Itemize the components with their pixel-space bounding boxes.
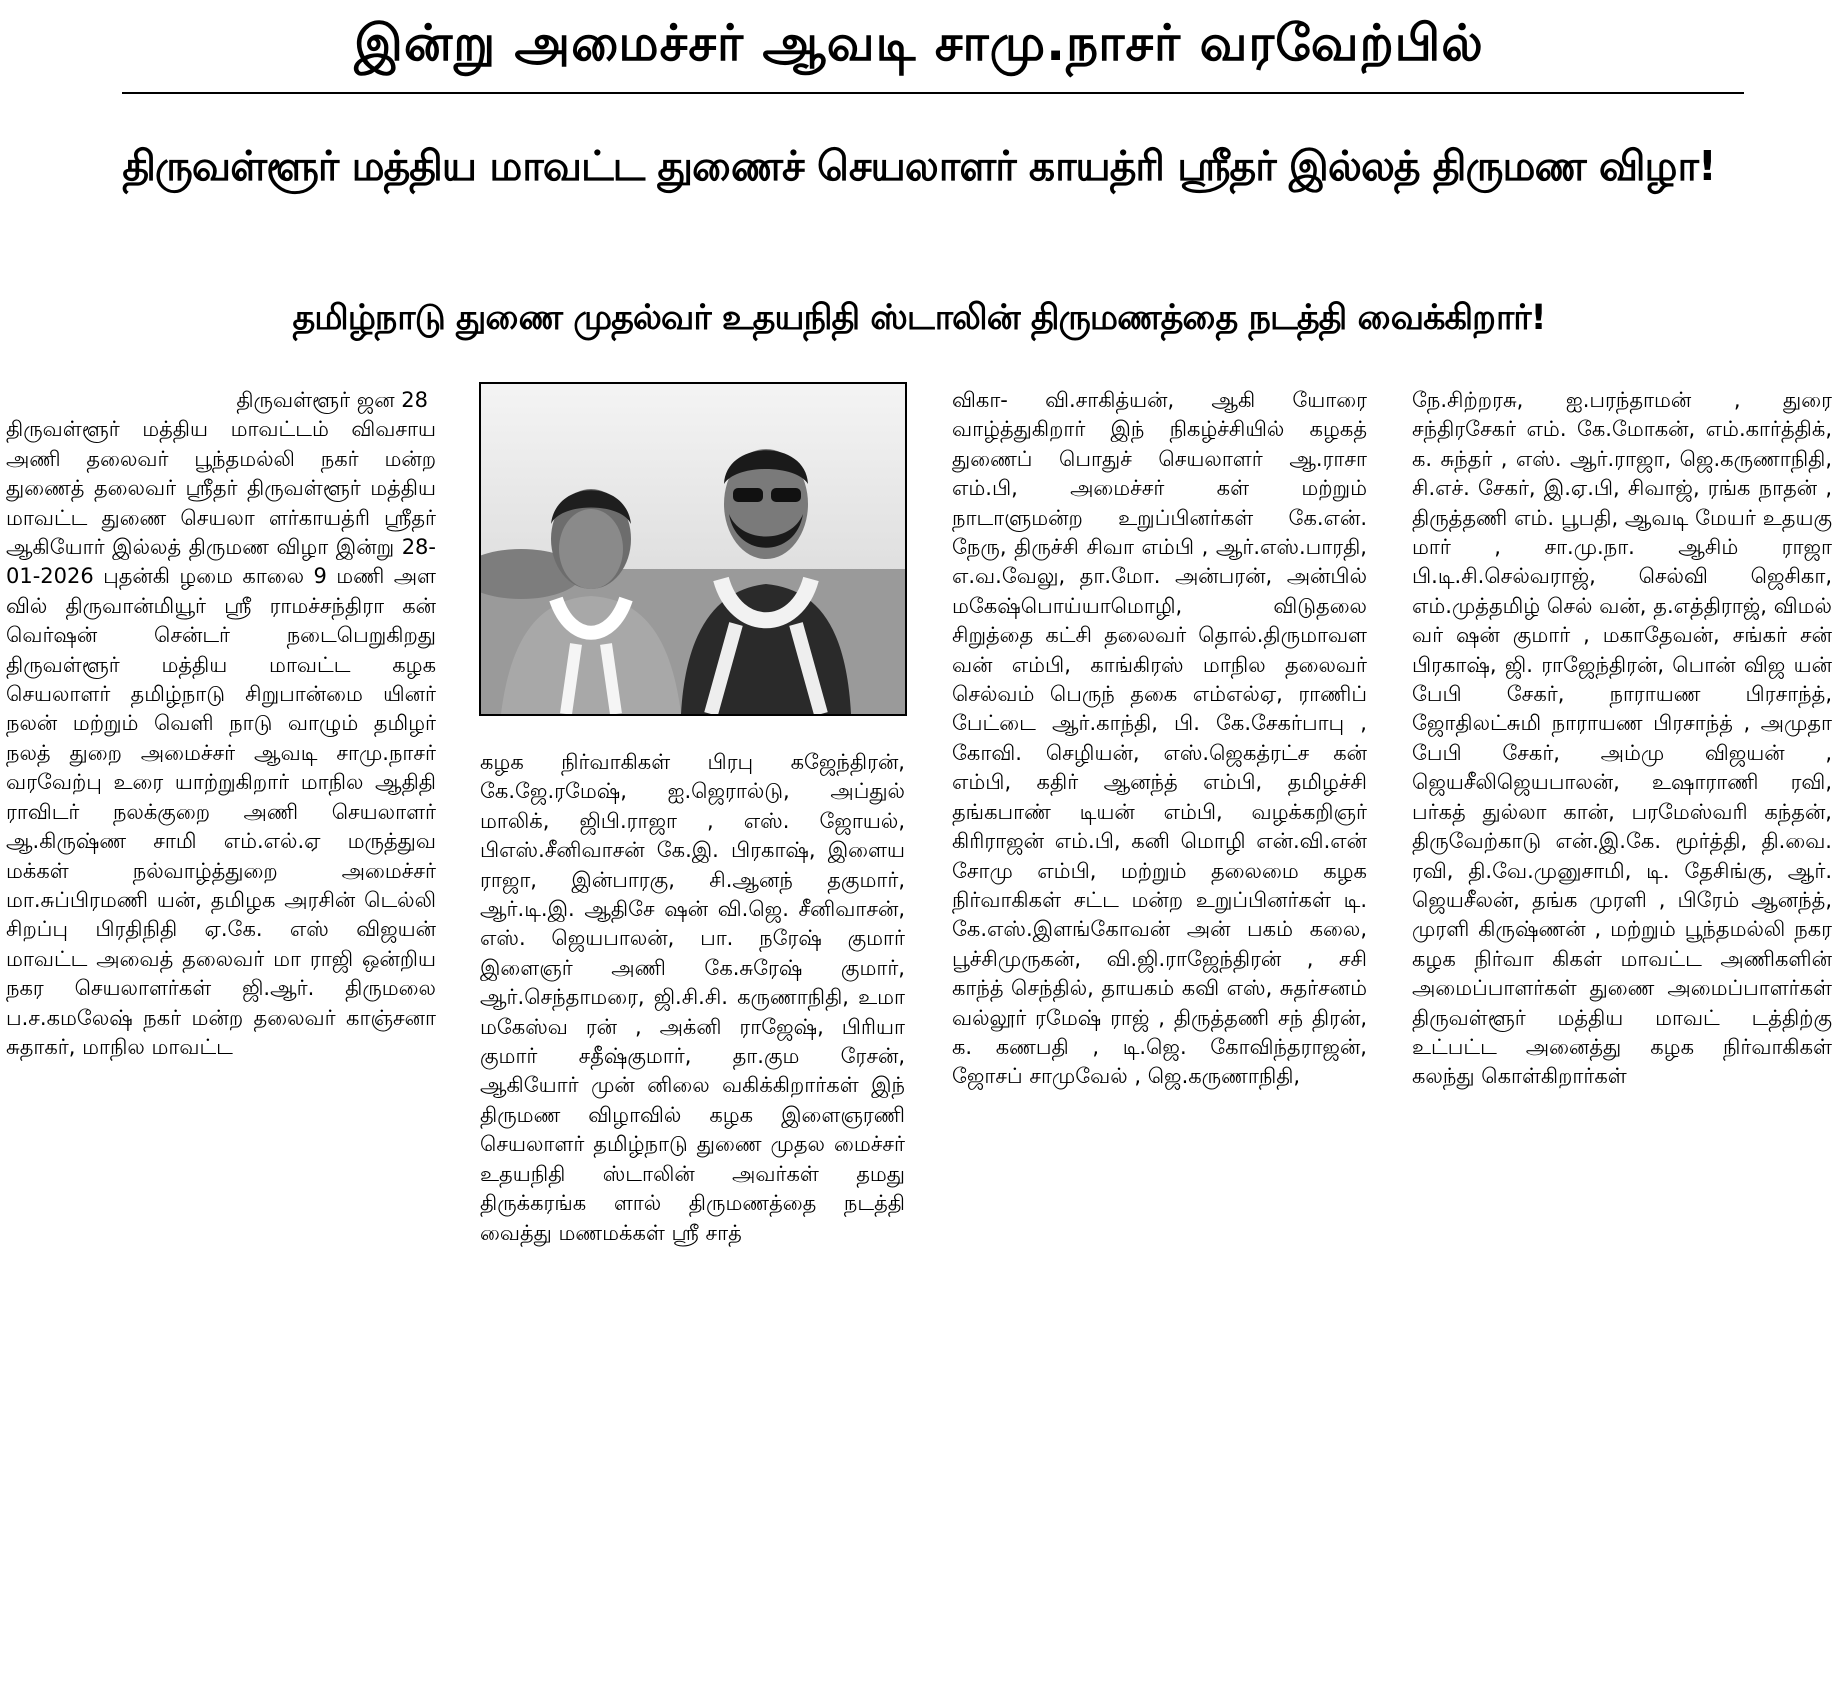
couple-photo	[479, 382, 907, 716]
photo-illustration	[481, 384, 905, 714]
headline-sub: தமிழ்நாடு துணை முதல்வர் உதயநிதி ஸ்டாலின் திருமணத்தை நடத்தி வைக்கிறார்!	[292, 298, 1546, 338]
article-column-2	[480, 748, 905, 1248]
column-3-text: விகா- வி.சாகித்யன், ஆகி யோரை வாழ்த்துகிறார் இந் நிகழ்ச்சியில் கழகத் துணைப் பொதுச் செயலாளர் ஆ.ராசா எம்.பி, அமைச்சர் கள் மற்றும் நாடாளுமன்ற உறுப்பினர்கள் கே.என். நேரு, திருச்சி சிவா எம்பி , ஆர்.எஸ்.பாரதி, எ.வ.வேலு, தா.மோ. அன்பரன், அன்பில் மகேஷ்பொய்யாமொழி, விடுதலை சிறுத்தை கட்சி தலைவர் தொல்.திருமாவள வன் எம்பி, காங்கிரஸ் மாநில தலைவர் செல்வம் பெருந் தகை எம்எல்ஏ, ராணிப் பேட்டை ஆர்.காந்தி, பி. கே.சேகர்பாபு , கோவி. செழியன், எஸ்.ஜெகத்ரட்ச கன் எம்பி, கதிர் ஆனந்த் எம்பி, தமிழச்சி தங்கபாண் டியன் எம்பி, வழக்கறிஞர் கிரிராஜன் எம்.பி, கனி மொழி என்.வி.என் சோமு எம்பி, மற்றும் தலைமை கழக நிர்வாகிகள் சட்ட மன்ற உறுப்பினர்கள் டி. கே.எஸ்.இளங்கோவன் அன் பகம் கலை, பூச்சிமுருகன், வி.ஜி.ராஜேந்திரன் , சசி காந்த் செந்தில், தாயகம் கவி எஸ், சுதர்சனம் வல்லூர் ரமேஷ் ராஜ் , திருத்தணி சந் திரன், க. கணபதி , டி.ஜெ. கோவிந்தராஜன், ஜோசப் சாமுவேல் , ஜெ.கருணாநிதி,	[952, 388, 1367, 1089]
headline-top: இன்று அமைச்சர் ஆவடி சாமு.நாசர் வரவேற்பில்	[354, 14, 1484, 72]
headline-divider	[122, 92, 1744, 94]
column-2-text: கழக நிர்வாகிகள் பிரபு கஜேந்திரன், கே.ஜே.ரமேஷ், ஐ.ஜெரால்டு, அப்துல் மாலிக், ஜிபி.ராஜா , எஸ். ஜோயல், பிஎஸ்.சீனிவாசன் கே.இ. பிரகாஷ், இளைய ராஜா, இன்பாரகு, சி.ஆனந் தகுமார், ஆர்.டி.இ. ஆதிசே ஷன் வி.ஜெ. சீனிவாசன், எஸ். ஜெயபாலன், பா. நரேஷ் குமார் இளைஞர் அணி கே.சுரேஷ் குமார், ஆர்.செந்தாமரை, ஜி.சி.சி. கருணாநிதி, உமா மகேஸ்வ ரன் , அக்னி ராஜேஷ், பிரியா குமார் சதீஷ்குமார், தா.கும ரேசன், ஆகியோர் முன் னிலை வகிக்கிறார்கள் இந் திருமண விழாவில் கழக இளைஞரணி செயலாளர் தமிழ்நாடு துணை முதல மைச்சர் உதயநிதி ஸ்டாலின் அவர்கள் தமது திருக்கரங்க ளால் திருமணத்தை நடத்தி வைத்து மணமக்கள் ஸ்ரீ சாத்	[480, 750, 905, 1245]
headline-main: திருவள்ளூர் மத்திய மாவட்ட துணைச் செயலாளர் காயத்ரி ஸ்ரீதர் இல்லத் திருமண விழா!	[122, 142, 1716, 190]
article-column-1	[6, 386, 436, 1062]
column-1-text: திருவள்ளூர் மத்திய மாவட்டம் விவசாய அணி தலைவர் பூந்தமல்லி நகர் மன்ற துணைத் தலைவர் ஸ்ரீதர் திருவள்ளூர் மத்திய மாவட்ட துணை செயலா ளர்காயத்ரி ஸ்ரீதர் ஆகியோர் இல்லத் திருமண விழா இன்று 28-01-2026 புதன்கி ழமை காலை 9 மணி அள வில் திருவான்மியூர் ஸ்ரீ ராமச்சந்திரா கன் வெர்ஷன் சென்டர் நடைபெறுகிறது திருவள்ளூர் மத்திய மாவட்ட கழக செயலாளர் தமிழ்நாடு சிறுபான்மை யினர் நலன் மற்றும் வெளி நாடு வாழும் தமிழர் நலத் துறை அமைச்சர் ஆவடி சாமு.நாசர் வரவேற்பு உரை யாற்றுகிறார் மாநில ஆதிதி ராவிடர் நலக்குறை அணி செயலாளர் ஆ.கிருஷ்ண சாமி எம்.எல்.ஏ மருத்துவ மக்கள் நல்வாழ்த்துறை அமைச்சர் மா.சுப்பிரமணி யன், தமிழக அரசின் டெல்லி சிறப்பு பிரதிநிதி ஏ.கே. எஸ் விஜயன் மாவட்ட அவைத் தலைவர் மா ராஜி ஒன்றிய நகர செயலாளர்கள் ஜி.ஆர். திருமலை ப.ச.கமலேஷ் நகர் மன்ற தலைவர் காஞ்சனா சுதாகர், மாநில மாவட்ட	[6, 417, 436, 1059]
dateline: திருவள்ளூர் ஜன 28	[236, 388, 428, 412]
column-4-text: நே.சிற்றரசு, ஐ.பரந்தாமன் , துரை சந்திரசேகர் எம். கே.மோகன், எம்.கார்த்திக், க. சுந்தர் , எஸ். ஆர்.ராஜா, ஜெ.கருணாநிதி, சி.எச். சேகர், இ.ஏ.பி, சிவாஜ், ரங்க நாதன் , திருத்தணி எம். பூபதி, ஆவடி மேயர் உதயகு மார் , சா.மு.நா. ஆசிம் ராஜா பி.டி.சி.செல்வராஜ், செல்வி ஜெசிகா, எம்.முத்தமிழ் செல் வன், த.எத்திராஜ், விமல் வர் ஷன் குமார் , மகாதேவன், சங்கர் சன் பிரகாஷ், ஜி. ராஜேந்திரன், பொன் விஜ யன் பேபி சேகர், நாராயண பிரசாந்த், ஜோதிலட்சுமி நாராயண பிரசாந்த் , அமுதா பேபி சேகர், அம்மு விஜயன் , ஜெயசீலிஜெயபாலன், உஷாராணி ரவி, பர்கத் துல்லா கான், பரமேஸ்வரி கந்தன், திருவேற்காடு என்.இ.கே. மூர்த்தி, தி.வை. ரவி, தி.வே.முனுசாமி, டி. தேசிங்கு, ஆர். ஜெயசீலன், தங்க முரளி , பிரேம் ஆனந்த், முரளி கிருஷ்ணன் , மற்றும் பூந்தமல்லி நகர கழக நிர்வா கிகள் மாவட்ட அணிகளின் அமைப்பாளர்கள் துணை அமைப்பாளர்கள் திருவள்ளூர் மத்திய மாவட் டத்திற்கு உட்பட்ட அனைத்து கழக நிர்வாகிகள் கலந்து கொள்கிறார்கள்	[1412, 388, 1832, 1089]
article-column-3	[952, 386, 1367, 1092]
article-column-4	[1412, 386, 1832, 1092]
